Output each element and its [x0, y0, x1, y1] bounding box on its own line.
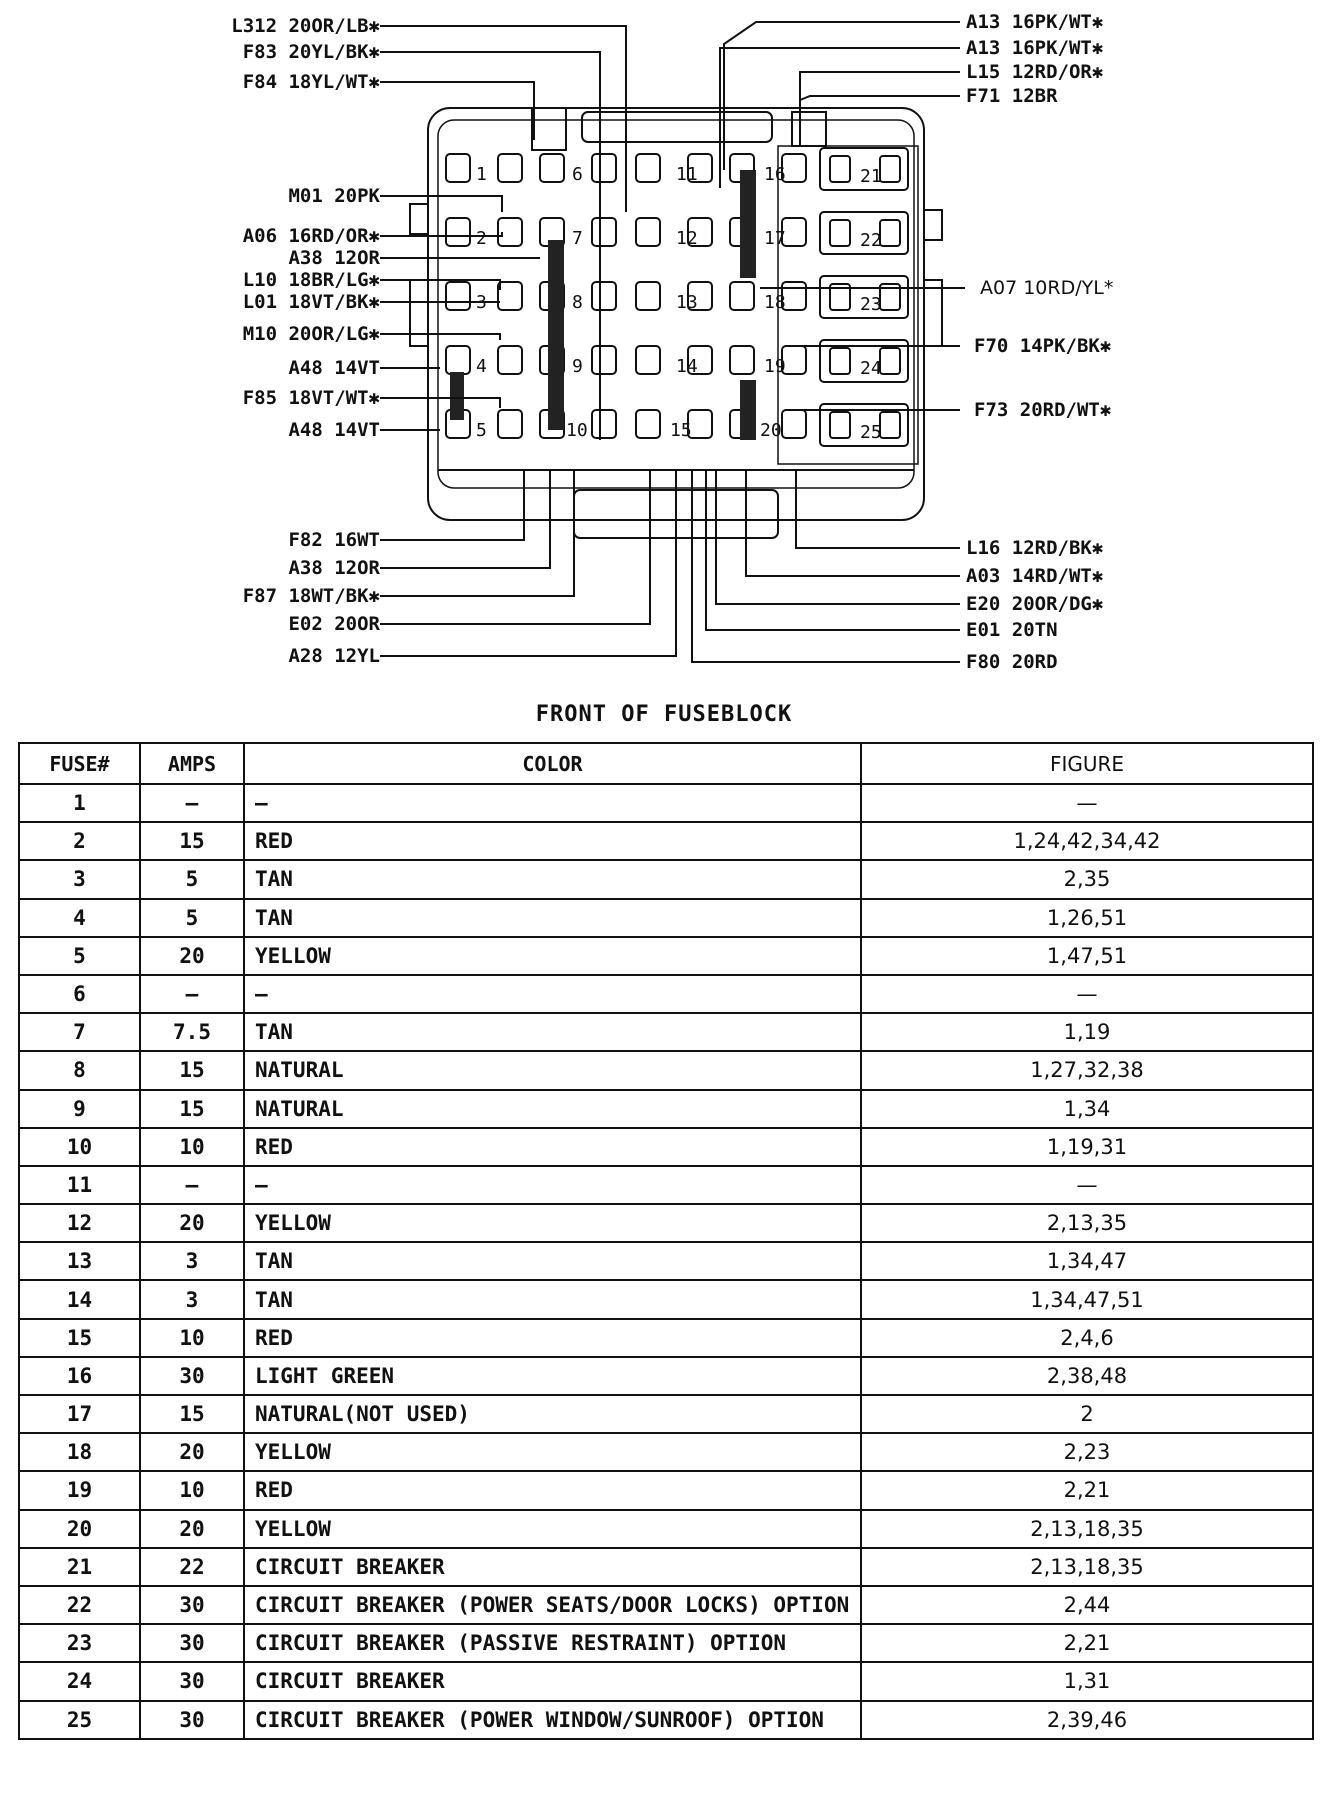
table-row	[19, 1051, 1313, 1089]
amps-cell: —	[140, 1166, 244, 1204]
amps-cell: 20	[140, 1433, 244, 1471]
figure-cell: 1,47,51	[861, 937, 1313, 975]
fuse-number-cell: 22	[19, 1586, 140, 1624]
wire-label-f82: F82 16WT	[288, 529, 380, 551]
figure-cell: 2,21	[861, 1624, 1313, 1662]
header-figure: FIGURE	[861, 743, 1313, 784]
table-row	[19, 1395, 1313, 1433]
fuse-label-9: 9	[572, 356, 583, 377]
fuse-label-15: 15	[670, 420, 692, 441]
wire-label-a38-top: A38 12OR	[288, 247, 380, 269]
fuse-number-cell: 23	[19, 1624, 140, 1662]
amps-cell: —	[140, 784, 244, 822]
fuse-label-14: 14	[676, 356, 698, 377]
amps-cell: 3	[140, 1280, 244, 1318]
fuse-label-17: 17	[764, 228, 786, 249]
amps-cell: 20	[140, 1204, 244, 1242]
fuse-label-5: 5	[476, 420, 487, 441]
figure-cell: 2	[861, 1395, 1313, 1433]
color-cell: YELLOW	[244, 1204, 861, 1242]
wire-label-l01: L01 18VT/BK✱	[242, 291, 380, 313]
color-cell: TAN	[244, 1013, 861, 1051]
amps-cell: 15	[140, 1051, 244, 1089]
wire-label-e02: E02 20OR	[288, 613, 380, 635]
figure-cell: 1,24,42,34,42	[861, 822, 1313, 860]
figure-cell: 2,13,18,35	[861, 1510, 1313, 1548]
header-amps: AMPS	[140, 743, 244, 784]
table-row	[19, 1090, 1313, 1128]
fuse-number-cell: 9	[19, 1090, 140, 1128]
wire-label-e20: E20 20OR/DG✱	[966, 593, 1104, 615]
fuse-number-cell: 4	[19, 899, 140, 937]
fuse-label-13: 13	[676, 292, 698, 313]
color-cell: CIRCUIT BREAKER (POWER SEATS/DOOR LOCKS) OPTION	[244, 1586, 861, 1624]
table-row	[19, 1013, 1313, 1051]
table-row	[19, 1319, 1313, 1357]
color-cell: YELLOW	[244, 1510, 861, 1548]
table-row	[19, 1166, 1313, 1204]
header-color: COLOR	[244, 743, 861, 784]
figure-cell: 1,34	[861, 1090, 1313, 1128]
fuse-number-cell: 24	[19, 1662, 140, 1700]
table-row	[19, 1586, 1313, 1624]
fuse-socket-11	[636, 154, 712, 182]
figure-cell: 2,13,18,35	[861, 1548, 1313, 1586]
color-cell: NATURAL	[244, 1090, 861, 1128]
amps-cell: 30	[140, 1586, 244, 1624]
wire-label-a13-b: A13 16PK/WT✱	[966, 37, 1104, 59]
figure-cell: 1,19	[861, 1013, 1313, 1051]
figure-cell: 2,4,6	[861, 1319, 1313, 1357]
fuse-number-cell: 13	[19, 1242, 140, 1280]
figure-cell: 2,35	[861, 860, 1313, 898]
fuse-label-16: 16	[764, 164, 786, 185]
color-cell: TAN	[244, 1280, 861, 1318]
fuse-label-23: 23	[860, 294, 882, 315]
amps-cell: 22	[140, 1548, 244, 1586]
amps-cell: 15	[140, 1395, 244, 1433]
fuse-label-20: 20	[760, 420, 782, 441]
color-cell: —	[244, 784, 861, 822]
amps-cell: 10	[140, 1128, 244, 1166]
amps-cell: —	[140, 975, 244, 1013]
fuse-label-24: 24	[860, 358, 882, 379]
table-row	[19, 1510, 1313, 1548]
color-cell: NATURAL(NOT USED)	[244, 1395, 861, 1433]
wire-label-m10: M10 20OR/LG✱	[242, 323, 380, 345]
table-row	[19, 1624, 1313, 1662]
color-cell: LIGHT GREEN	[244, 1357, 861, 1395]
fuse-socket-13	[636, 282, 712, 310]
fuse-number-cell: 18	[19, 1433, 140, 1471]
color-cell: TAN	[244, 899, 861, 937]
fuse-number-cell: 3	[19, 860, 140, 898]
fuse-label-12: 12	[676, 228, 698, 249]
fuse-label-10: 10	[566, 420, 588, 441]
figure-cell: 1,31	[861, 1662, 1313, 1700]
fuse-number-cell: 2	[19, 822, 140, 860]
color-cell: RED	[244, 822, 861, 860]
fuse-label-1: 1	[476, 164, 487, 185]
fuse-number-cell: 15	[19, 1319, 140, 1357]
table-row	[19, 1357, 1313, 1395]
color-cell: RED	[244, 1319, 861, 1357]
table-row	[19, 1548, 1313, 1586]
fuse-label-21: 21	[860, 166, 882, 187]
wire-label-f85: F85 18VT/WT✱	[242, 387, 380, 409]
table-row	[19, 1662, 1313, 1700]
amps-cell: 7.5	[140, 1013, 244, 1051]
fuse-number-cell: 8	[19, 1051, 140, 1089]
amps-cell: 30	[140, 1624, 244, 1662]
figure-cell: 1,27,32,38	[861, 1051, 1313, 1089]
color-cell: —	[244, 1166, 861, 1204]
wire-label-f73: F73 20RD/WT✱	[974, 399, 1112, 421]
fuse-number-cell: 12	[19, 1204, 140, 1242]
figure-cell: 1,19,31	[861, 1128, 1313, 1166]
fuse-label-2: 2	[476, 228, 487, 249]
color-cell: TAN	[244, 860, 861, 898]
color-cell: CIRCUIT BREAKER	[244, 1548, 861, 1586]
fuse-label-25: 25	[860, 422, 882, 443]
color-cell: YELLOW	[244, 937, 861, 975]
diagram-caption: FRONT OF FUSEBLOCK	[535, 702, 793, 727]
fuse-number-cell: 7	[19, 1013, 140, 1051]
table-header-row	[19, 743, 1313, 784]
color-cell: —	[244, 975, 861, 1013]
wire-label-a06: A06 16RD/OR✱	[242, 225, 380, 247]
table-row	[19, 1128, 1313, 1166]
fuse-label-4: 4	[476, 356, 487, 377]
fuse-label-8: 8	[572, 292, 583, 313]
amps-cell: 20	[140, 1510, 244, 1548]
figure-cell: 1,34,47	[861, 1242, 1313, 1280]
table-row	[19, 822, 1313, 860]
color-cell: NATURAL	[244, 1051, 861, 1089]
amps-cell: 10	[140, 1471, 244, 1509]
fuse-label-19: 19	[764, 356, 786, 377]
wire-label-a48-a: A48 14VT	[288, 357, 380, 379]
figure-cell: 2,38,48	[861, 1357, 1313, 1395]
figure-cell: 2,23	[861, 1433, 1313, 1471]
wire-label-f84: F84 18YL/WT✱	[242, 71, 380, 93]
fuse-number-cell: 21	[19, 1548, 140, 1586]
wire-label-a07: A07 10RD/YL*	[980, 277, 1114, 299]
table-row	[19, 1701, 1313, 1739]
wire-label-l16: L16 12RD/BK✱	[966, 537, 1104, 559]
color-cell: YELLOW	[244, 1433, 861, 1471]
color-cell: CIRCUIT BREAKER (POWER WINDOW/SUNROOF) OPTION	[244, 1701, 861, 1739]
fuse-number-cell: 10	[19, 1128, 140, 1166]
amps-cell: 10	[140, 1319, 244, 1357]
header-fuse: FUSE#	[19, 743, 140, 784]
table-row	[19, 860, 1313, 898]
wire-label-f83: F83 20YL/BK✱	[242, 41, 380, 63]
wire-label-a28: A28 12YL	[288, 645, 380, 667]
wire-label-a03: A03 14RD/WT✱	[966, 565, 1104, 587]
figure-cell: —	[861, 1166, 1313, 1204]
wire-label-a13-a: A13 16PK/WT✱	[966, 11, 1104, 33]
amps-cell: 15	[140, 1090, 244, 1128]
fuse-label-7: 7	[572, 228, 583, 249]
amps-cell: 20	[140, 937, 244, 975]
table-row	[19, 937, 1313, 975]
fuse-label-11: 11	[676, 164, 698, 185]
fuse-number-cell: 14	[19, 1280, 140, 1318]
wire-label-f80: F80 20RD	[966, 651, 1058, 673]
fuse-socket-14	[636, 346, 712, 374]
fuse-number-cell: 16	[19, 1357, 140, 1395]
table-row	[19, 784, 1313, 822]
color-cell: CIRCUIT BREAKER (PASSIVE RESTRAINT) OPTION	[244, 1624, 861, 1662]
table-row	[19, 1242, 1313, 1280]
amps-cell: 5	[140, 899, 244, 937]
fuse-label-18: 18	[764, 292, 786, 313]
figure-cell: 2,44	[861, 1586, 1313, 1624]
color-cell: RED	[244, 1128, 861, 1166]
figure-cell: 2,39,46	[861, 1701, 1313, 1739]
figure-cell: —	[861, 975, 1313, 1013]
figure-cell: 2,21	[861, 1471, 1313, 1509]
wire-label-l10: L10 18BR/LG✱	[242, 269, 380, 291]
table-row	[19, 1280, 1313, 1318]
fuse-number-cell: 19	[19, 1471, 140, 1509]
wire-label-e01: E01 20TN	[966, 619, 1058, 641]
figure-cell: —	[861, 784, 1313, 822]
wire-label-f87: F87 18WT/BK✱	[242, 585, 380, 607]
wire-label-m01: M01 20PK	[288, 185, 380, 207]
fuse-label-6: 6	[572, 164, 583, 185]
fuse-number-cell: 6	[19, 975, 140, 1013]
fuse-number-cell: 11	[19, 1166, 140, 1204]
wire-label-a38-bottom: A38 12OR	[288, 557, 380, 579]
wire-label-f70: F70 14PK/BK✱	[974, 335, 1112, 357]
wire-label-l312: L312 20OR/LB✱	[231, 15, 380, 37]
wire-label-l15: L15 12RD/OR✱	[966, 61, 1104, 83]
color-cell: RED	[244, 1471, 861, 1509]
fuse-number-cell: 5	[19, 937, 140, 975]
fuse-number-cell: 17	[19, 1395, 140, 1433]
fuse-label-3: 3	[476, 292, 487, 313]
table-row	[19, 1433, 1313, 1471]
color-cell: TAN	[244, 1242, 861, 1280]
amps-cell: 30	[140, 1662, 244, 1700]
amps-cell: 5	[140, 860, 244, 898]
fuse-socket-12	[636, 218, 712, 246]
fuse-number-cell: 1	[19, 784, 140, 822]
wire-label-f71: F71 12BR	[966, 85, 1058, 107]
table-row	[19, 1471, 1313, 1509]
fuse-number-cell: 20	[19, 1510, 140, 1548]
figure-cell: 1,34,47,51	[861, 1280, 1313, 1318]
color-cell: CIRCUIT BREAKER	[244, 1662, 861, 1700]
table-row	[19, 975, 1313, 1013]
fuseblock-diagram	[0, 0, 1328, 700]
figure-cell: 1,26,51	[861, 899, 1313, 937]
figure-cell: 2,13,35	[861, 1204, 1313, 1242]
fuse-table	[18, 742, 1314, 1740]
amps-cell: 30	[140, 1701, 244, 1739]
amps-cell: 3	[140, 1242, 244, 1280]
table-row	[19, 899, 1313, 937]
amps-cell: 30	[140, 1357, 244, 1395]
fuse-label-22: 22	[860, 230, 882, 251]
wire-label-a48-b: A48 14VT	[288, 419, 380, 441]
amps-cell: 15	[140, 822, 244, 860]
table-row	[19, 1204, 1313, 1242]
fuse-number-cell: 25	[19, 1701, 140, 1739]
